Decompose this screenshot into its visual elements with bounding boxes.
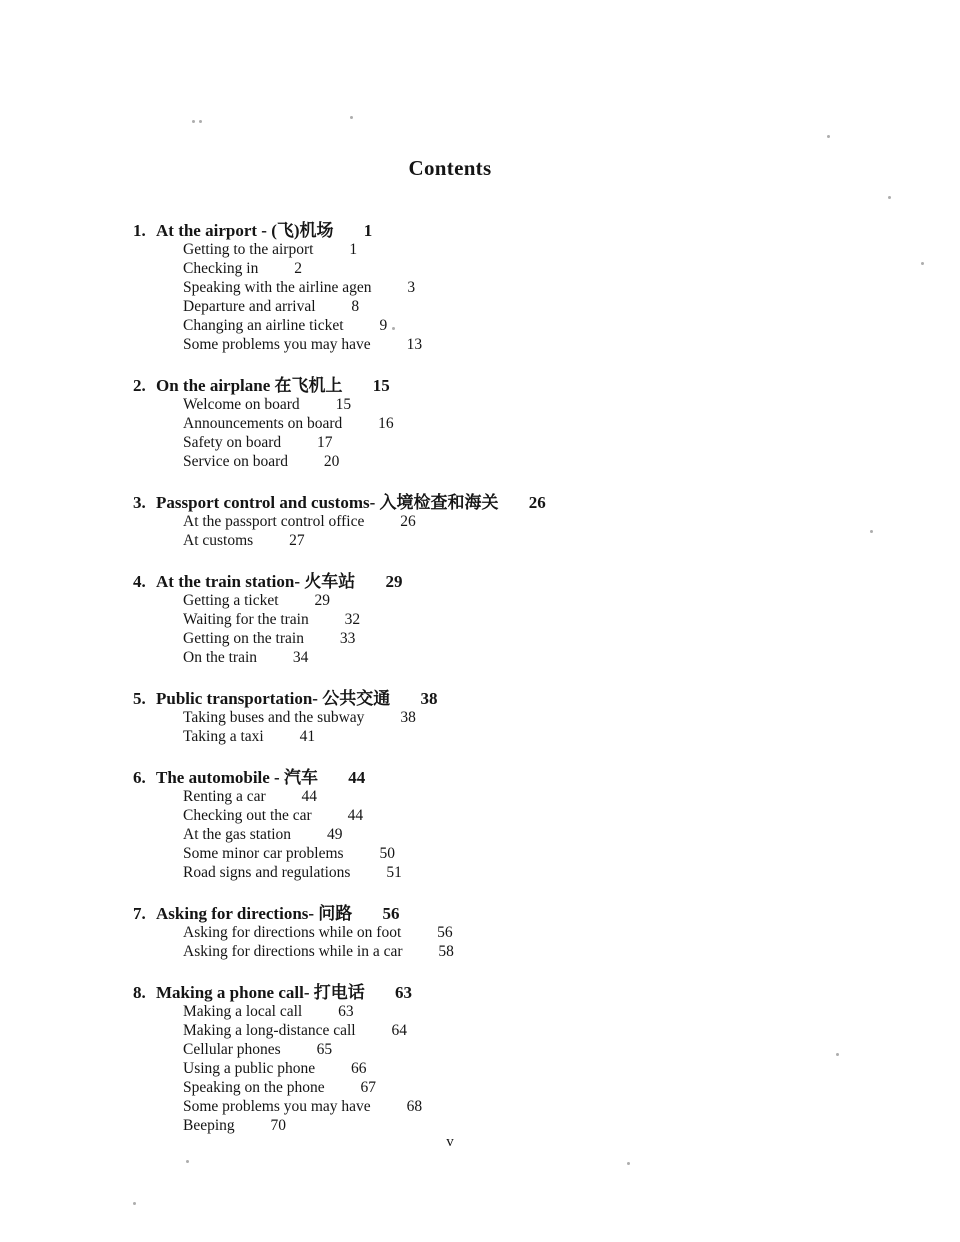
chapter-sections <box>183 708 833 746</box>
section-title: Making a long-distance call <box>183 1022 356 1039</box>
section-page-number: 17 <box>317 434 333 451</box>
section-page-number: 38 <box>400 709 416 726</box>
chapter-page-number: 15 <box>372 376 390 395</box>
chapter-heading <box>133 221 833 240</box>
section-title: Service on board <box>183 453 289 470</box>
section-page-number: 27 <box>289 532 305 549</box>
noise-speck <box>199 120 202 123</box>
page-title: Contents <box>408 156 492 180</box>
toc-section <box>183 316 833 335</box>
noise-speck <box>392 327 395 330</box>
noise-speck <box>192 120 195 123</box>
chapter-heading <box>133 904 833 923</box>
chapter-page-number: 1 <box>363 221 373 240</box>
toc-section <box>183 414 833 433</box>
section-title: At the gas station <box>183 826 292 843</box>
table-of-contents <box>133 221 833 1157</box>
section-title: Using a public phone <box>183 1060 316 1077</box>
section-page-number: 15 <box>335 396 352 413</box>
chapter-title: Passport control and customs- 入境检查和海关 <box>156 493 499 512</box>
toc-section <box>183 1116 833 1135</box>
section-page-number: 16 <box>378 415 394 432</box>
toc-chapter <box>133 983 833 1135</box>
noise-speck <box>836 1053 839 1056</box>
toc-section <box>183 240 833 259</box>
section-page-number: 2 <box>294 260 302 277</box>
section-page-number: 3 <box>407 279 416 296</box>
chapter-heading <box>133 768 833 787</box>
toc-section <box>183 806 833 825</box>
toc-section <box>183 629 833 648</box>
section-title: Checking in <box>183 260 259 277</box>
noise-speck <box>133 1202 136 1205</box>
section-page-number: 51 <box>386 864 402 881</box>
section-page-number: 44 <box>347 807 364 824</box>
section-title: Renting a car <box>183 788 266 805</box>
chapter-title: Making a phone call- 打电话 <box>156 983 365 1002</box>
chapter-heading <box>133 983 833 1002</box>
section-title: Announcements on board <box>183 415 343 432</box>
toc-section <box>183 1097 833 1116</box>
section-title: Safety on board <box>183 434 282 451</box>
section-page-number: 44 <box>301 788 318 805</box>
section-page-number: 49 <box>326 826 343 843</box>
section-title: Getting on the train <box>183 630 304 647</box>
section-title: Asking for directions while on foot <box>183 924 402 941</box>
section-title: Beeping <box>183 1117 235 1134</box>
section-title: Checking out the car <box>183 807 312 824</box>
section-title: Road signs and regulations <box>183 864 351 881</box>
chapter-title: Public transportation- 公共交通 <box>156 689 391 708</box>
noise-speck <box>921 262 924 265</box>
noise-speck <box>870 530 873 533</box>
section-page-number: 34 <box>292 649 309 666</box>
section-title: Cellular phones <box>183 1041 281 1058</box>
chapter-sections <box>183 512 833 550</box>
toc-section <box>183 395 833 414</box>
footer-page-number: v <box>446 1134 454 1150</box>
section-title: Some problems you may have <box>183 336 371 353</box>
chapter-sections <box>183 1002 833 1135</box>
section-title: Some problems you may have <box>183 1098 371 1115</box>
section-title: Taking a taxi <box>183 728 264 745</box>
section-title: Speaking on the phone <box>183 1079 325 1096</box>
chapter-number: 7. <box>133 904 146 923</box>
toc-section <box>183 335 833 354</box>
chapter-heading <box>133 493 833 512</box>
toc-chapter <box>133 376 833 471</box>
toc-section <box>183 863 833 882</box>
toc-section <box>183 297 833 316</box>
section-page-number: 1 <box>349 241 358 258</box>
noise-speck <box>627 1162 630 1165</box>
noise-speck <box>186 1160 189 1163</box>
noise-speck <box>350 116 353 119</box>
chapter-page-number: 44 <box>348 768 366 787</box>
toc-section <box>183 844 833 863</box>
toc-section <box>183 591 833 610</box>
section-title: At customs <box>183 532 254 549</box>
section-page-number: 64 <box>391 1022 407 1039</box>
section-page-number: 9 <box>379 317 388 334</box>
chapter-sections <box>183 395 833 471</box>
chapter-sections <box>183 591 833 667</box>
noise-speck <box>827 135 830 138</box>
section-page-number: 70 <box>270 1117 287 1134</box>
section-page-number: 20 <box>323 453 340 470</box>
section-page-number: 63 <box>338 1003 354 1020</box>
noise-speck <box>888 196 891 199</box>
section-title: Changing an airline ticket <box>183 317 344 334</box>
chapter-number: 1. <box>133 221 146 240</box>
section-title: Waiting for the train <box>183 611 309 628</box>
toc-section <box>183 923 833 942</box>
section-page-number: 56 <box>437 924 453 941</box>
chapter-sections <box>183 240 833 354</box>
toc-chapter <box>133 493 833 550</box>
section-page-number: 65 <box>316 1041 333 1058</box>
section-page-number: 58 <box>438 943 454 960</box>
section-title: Welcome on board <box>183 396 300 413</box>
section-title: Getting a ticket <box>183 592 279 609</box>
chapter-sections <box>183 923 833 961</box>
chapter-heading <box>133 572 833 591</box>
chapter-page-number: 56 <box>382 904 400 923</box>
toc-section <box>183 259 833 278</box>
section-title: Taking buses and the subway <box>183 709 365 726</box>
chapter-heading <box>133 376 833 395</box>
chapter-heading <box>133 689 833 708</box>
toc-section <box>183 1078 833 1097</box>
toc-chapter <box>133 572 833 667</box>
toc-chapter <box>133 768 833 882</box>
section-title: On the train <box>183 649 258 666</box>
section-title: Making a local call <box>183 1003 303 1020</box>
section-page-number: 8 <box>351 298 360 315</box>
toc-section <box>183 708 833 727</box>
section-title: Getting to the airport <box>183 241 314 258</box>
chapter-page-number: 38 <box>420 689 438 708</box>
toc-section <box>183 452 833 471</box>
toc-section <box>183 433 833 452</box>
chapter-number: 3. <box>133 493 146 512</box>
toc-section <box>183 727 833 746</box>
section-page-number: 67 <box>360 1079 377 1096</box>
toc-section <box>183 512 833 531</box>
section-page-number: 41 <box>299 728 316 745</box>
toc-section <box>183 1021 833 1040</box>
chapter-number: 2. <box>133 376 146 395</box>
chapter-title: The automobile - 汽车 <box>156 768 318 787</box>
section-page-number: 68 <box>406 1098 423 1115</box>
section-page-number: 29 <box>314 592 330 609</box>
chapter-number: 5. <box>133 689 146 708</box>
section-page-number: 32 <box>344 611 361 628</box>
chapter-page-number: 26 <box>528 493 546 512</box>
chapter-number: 4. <box>133 572 146 591</box>
toc-section <box>183 825 833 844</box>
section-title: Speaking with the airline agen <box>183 279 372 296</box>
toc-section <box>183 1040 833 1059</box>
toc-chapter <box>133 221 833 354</box>
toc-section <box>183 531 833 550</box>
toc-section <box>183 610 833 629</box>
chapter-page-number: 63 <box>395 983 412 1002</box>
section-title: Some minor car problems <box>183 845 344 862</box>
toc-section <box>183 942 833 961</box>
toc-section <box>183 1002 833 1021</box>
chapter-title: At the train station- 火车站 <box>156 572 356 591</box>
toc-chapter <box>133 904 833 961</box>
toc-chapter <box>133 689 833 746</box>
section-page-number: 33 <box>339 630 356 647</box>
section-title: Departure and arrival <box>183 298 316 315</box>
section-page-number: 13 <box>406 336 423 353</box>
chapter-number: 8. <box>133 983 146 1002</box>
chapter-title: On the airplane 在飞机上 <box>156 376 343 395</box>
toc-section <box>183 278 833 297</box>
section-page-number: 26 <box>400 513 416 530</box>
toc-section <box>183 787 833 806</box>
chapter-sections <box>183 787 833 882</box>
chapter-title: At the airport - (飞)机场 <box>156 221 334 240</box>
section-title: Asking for directions while in a car <box>183 943 403 960</box>
chapter-title: Asking for directions- 问路 <box>156 904 353 923</box>
section-page-number: 66 <box>351 1060 367 1077</box>
chapter-number: 6. <box>133 768 146 787</box>
toc-section <box>183 648 833 667</box>
chapter-page-number: 29 <box>385 572 403 591</box>
section-page-number: 50 <box>379 845 395 862</box>
toc-section <box>183 1059 833 1078</box>
section-title: At the passport control office <box>183 513 365 530</box>
